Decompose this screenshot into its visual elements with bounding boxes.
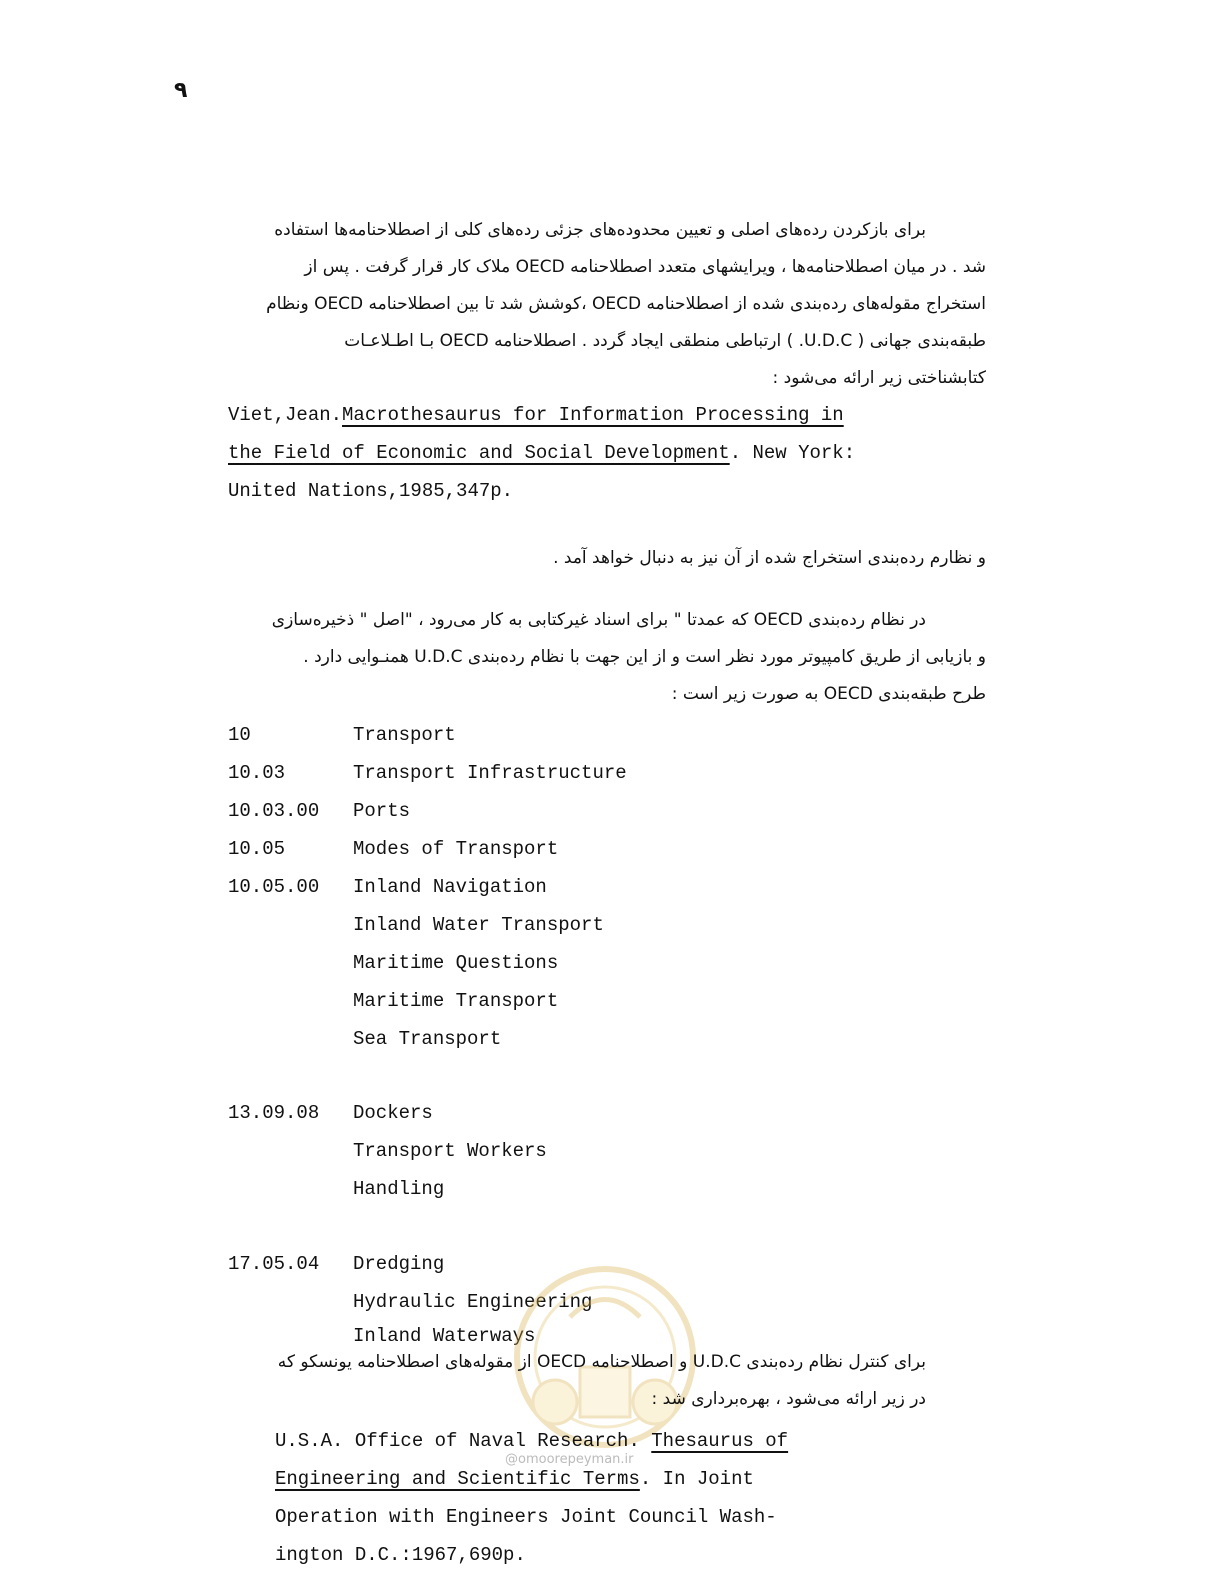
citation-macrothesaurus [228, 396, 855, 510]
paragraph-line: طبقه‌بندی جهانی ( U.D.C. ) ارتباطی منطقی ایجاد گردد . اصطلاحنامه OECD بـا اطـلاعـات [344, 331, 986, 351]
list-item [228, 1170, 547, 1208]
class-code: 10.05.00 [228, 876, 320, 898]
paragraph-line: طرح طبقه‌بندی OECD به صورت زیر است : [671, 684, 986, 704]
list-item [228, 868, 627, 906]
paragraph-line: استخراج مقوله‌های رده‌بندی شده از اصطلاحنامه OECD ،کوشش شد تا بین اصطلاحنامه OECD ونظام [266, 294, 986, 314]
citation-title: Macrothesaurus for Information Processing in [342, 404, 844, 426]
class-code [228, 1317, 353, 1347]
class-code: 13.09.08 [228, 1102, 320, 1124]
paragraph-line: برای بازکردن رده‌های اصلی و تعیین محدوده‌های جزئی رده‌های کلی از اصطلاحنامه‌ها استفاده [274, 220, 926, 240]
paragraph-line: و بازیابی از طریق کامپیوتر مورد نظر است و از این جهت با نظام رده‌بندی U.D.C همنـوایی دارد . [303, 647, 986, 667]
list-item [228, 1094, 547, 1132]
list-item [228, 944, 627, 982]
class-code: 10.03.00 [228, 800, 320, 822]
class-term: Maritime Transport [353, 990, 559, 1012]
classification-list [228, 1094, 547, 1208]
class-code [228, 1283, 353, 1317]
citation-author: U.S.A. Office of Naval Research. [275, 1430, 652, 1452]
class-term: Transport Workers [353, 1140, 547, 1162]
classification-list [228, 716, 627, 1058]
list-item [228, 1132, 547, 1170]
class-term: Inland Navigation [353, 876, 547, 898]
citation-publisher: . New York: [729, 442, 856, 464]
class-code [228, 906, 353, 944]
list-item [228, 906, 627, 944]
citation-note: . In Joint [639, 1468, 754, 1490]
citation-title: the Field of Economic and Social Development [228, 442, 730, 464]
class-term: Sea Transport [353, 1028, 502, 1050]
class-term: Modes of Transport [353, 838, 559, 860]
citation-author: Viet,Jean. [228, 404, 343, 426]
list-item [228, 1020, 627, 1058]
class-code [228, 944, 353, 982]
list-item [228, 716, 627, 754]
class-code: 10.05 [228, 838, 286, 860]
intro-paragraph [166, 212, 986, 397]
class-term: Transport Infrastructure [353, 762, 627, 784]
citation-thesaurus [275, 1422, 788, 1574]
page-number: ۹ [174, 78, 188, 103]
class-term: Inland Water Transport [353, 914, 604, 936]
citation-title: Thesaurus of [651, 1430, 789, 1452]
class-code [228, 982, 353, 1020]
class-code: 17.05.04 [228, 1253, 320, 1275]
watermark-text: @omoorepeyman.ir [505, 1452, 634, 1467]
paragraph-line: برای کنترل نظام رده‌بندی U.D.C و اصطلاحنامه OECD از مقوله‌های اصطلاحنامه یونسکو که [277, 1352, 926, 1372]
citation-note: Operation with Engineers Joint Council Wash- [275, 1506, 777, 1528]
list-item [228, 792, 627, 830]
class-term: Dockers [353, 1102, 433, 1124]
citation-title: Engineering and Scientific Terms [275, 1468, 640, 1490]
list-item [228, 982, 627, 1020]
paragraph-line: کتابشناختی زیر ارائه می‌شود : [772, 368, 986, 388]
paragraph-line: شد . در میان اصطلاحنامه‌ها ، ویرایشهای متعدد اصطلاحنامه OECD ملاک کار قرار گرفت . پس از [304, 257, 986, 277]
list-item [228, 830, 627, 868]
citation-imprint: United Nations,1985,347p. [228, 480, 514, 502]
unesco-paragraph [166, 1344, 926, 1418]
class-term: Maritime Questions [353, 952, 559, 974]
class-code: 10.03 [228, 762, 286, 784]
class-term: Hydraulic Engineering [353, 1291, 593, 1313]
paragraph-line: در زیر ارائه می‌شود ، بهره‌برداری شد : [651, 1389, 926, 1409]
classification-intro [166, 540, 986, 577]
class-code: 10 [228, 724, 251, 746]
class-code [228, 1170, 353, 1208]
class-term: Transport [353, 724, 456, 746]
class-term: Dredging [353, 1253, 445, 1275]
list-item [228, 754, 627, 792]
citation-imprint: ington D.C.:1967,690p. [275, 1544, 526, 1566]
class-term: Ports [353, 800, 411, 822]
class-term: Handling [353, 1178, 445, 1200]
oecd-paragraph [166, 602, 986, 713]
paragraph-line: و نظارم رده‌بندی استخراج شده از آن نیز به دنبال خواهد آمد . [553, 548, 986, 568]
class-code [228, 1020, 353, 1058]
class-term: Inland Waterways [353, 1325, 536, 1347]
paragraph-line: در نظام رده‌بندی OECD که عمدتا " برای اسناد غیرکتابی به کار می‌رود ، "اصل " ذخیره‌سازی [271, 610, 926, 630]
class-code [228, 1132, 353, 1170]
